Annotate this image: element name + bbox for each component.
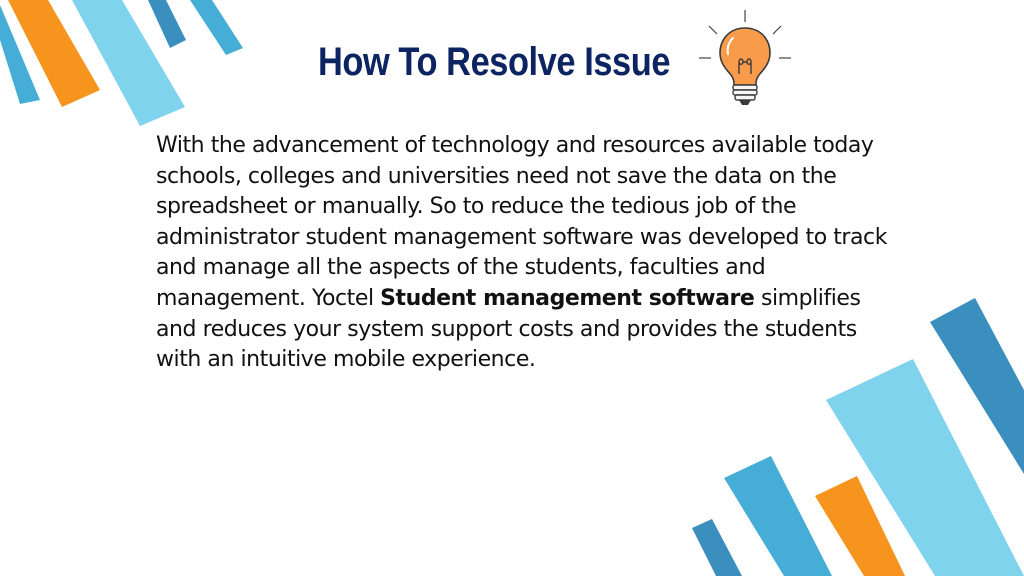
body-paragraph — [156, 131, 896, 376]
paragraph-text-part2: simplifies and reduces your system support costs and provides the students with an intuitive mobile experience. — [156, 285, 861, 373]
paragraph-text-part1: With the advancement of technology and resources available today schools, colleges and universities need not save the data on the spreadsheet or manually. So to reduce the tedious job of the administrator student management software was developed to track and manage all the aspects of the students, faculties and management. Yoctel — [156, 133, 887, 311]
lightbulb-icon — [695, 8, 795, 108]
stripe-bottom-right-darkblue-1 — [692, 519, 742, 576]
stripe-bottom-right-midblue — [724, 456, 832, 576]
paragraph-bold-text: Student management software — [380, 285, 755, 311]
page-title: How To Resolve Issue — [317, 40, 671, 84]
